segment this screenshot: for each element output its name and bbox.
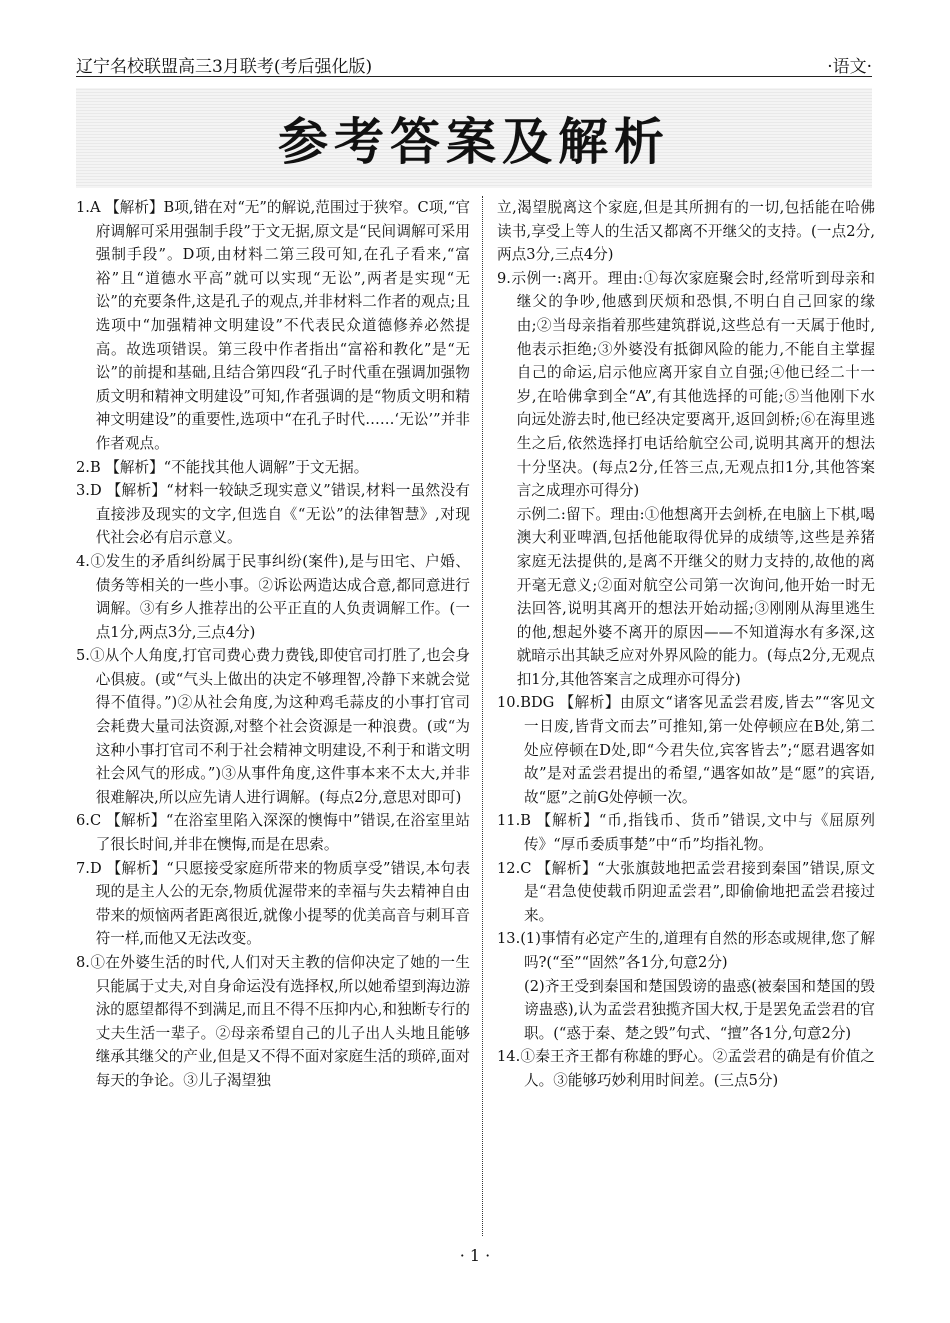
answer-item <box>76 857 470 951</box>
answer-text: 立,渴望脱离这个家庭,但是其所拥有的一切,包括能在哈佛读书,享受上等人的生活又都离不开继父的支持。(一点2分,两点3分,三点4分) <box>497 199 875 264</box>
subject-label: ·语文· <box>827 57 872 77</box>
answer-number: 5. <box>76 647 90 665</box>
answer-number: 14. <box>497 1048 521 1066</box>
title-banner <box>76 88 872 188</box>
answer-item <box>497 691 875 809</box>
answer-number: 1. <box>76 199 90 216</box>
answer-item <box>497 267 875 503</box>
exam-title: 辽宁名校联盟高三3月联考(考后强化版) <box>76 57 373 77</box>
answer-text: C 【解析】“在浴室里陷入深深的懊悔中”错误,在浴室里站了很长时间,并非在懊悔,而是在思索。 <box>89 812 470 854</box>
answer-number: 8. <box>76 954 90 971</box>
answer-text: B 【解析】“币,指钱币、货币”错误,文中与《屈原列传》“厚币委质事楚”中“币”均指礼物。 <box>520 812 875 854</box>
answer-text: ①从个人角度,打官司费心费力费钱,即使官司打胜了,也会身心俱疲。(或“气头上做出的决定不够理智,冷静下来就会觉得不值得。”)②从社会角度,为这种鸡毛蒜皮的小事打官司会耗费大量司法资源,对整个社会资源是一种浪费。(或“为这种小事打官司不利于社会精神文明建设,不利于和谐文明社会风气的形成。”)③从事件角度,这件事本来不太大,并非很难解决,所以应先请人进行调解。(每点2分,意思对即可) <box>89 647 470 806</box>
page-number: · 1 · <box>459 1246 491 1265</box>
page-title: 参考答案及解析 <box>278 113 670 171</box>
answer-text: D 【解析】“只愿接受家庭所带来的物质享受”错误,本句表现的是主人公的无奈,物质优渥带来的幸福与失去精神自由带来的烦恼两者距离很近,就像小提琴的优美高音与刺耳音符一样,而他又无法改变。 <box>89 859 470 948</box>
answer-text: (1)事情有必定产生的,道理有自然的形态或规律,您了解吗?(“至”“固然”各1分,句意2分) <box>520 930 875 971</box>
answer-text: A 【解析】B项,错在对“无”的解说,范围过于狭窄。C项,“官府调解可采用强制手段”于文无据,原文是“民间调解可采用强制手段”。D项,由材料二第三段可知,在孔子看来,“富裕”且“道德水平高”就可以实现“无讼”,两者是实现“无讼”的充要条件,这是孔子的观点,并非材料二作者的观点;且选项中“加强精神文明建设”不代表民众道德修养必然提高。故选项错误。第三段中作者指出“富裕和教化”是“无讼”的前提和基础,且结合第四段“孔子时代重在强调加强物质文明和精神文明建设”可知,作者强调的是“物质文明和精神文明建设”的重要性,选项中“在孔子时代……‘无讼’”并非作者观点。 <box>89 199 470 452</box>
answer-continuation <box>497 196 875 267</box>
answer-item <box>497 857 875 928</box>
answer-number: 3. <box>76 482 90 500</box>
answer-subitem <box>497 503 875 692</box>
answer-subitem <box>497 975 875 1046</box>
answer-item <box>76 550 470 644</box>
answer-number: 9. <box>497 269 511 287</box>
answer-text: 示例一:离开。理由:①每次家庭聚会时,经常听到母亲和继父的争吵,他感到厌烦和恐惧,不明白自己回家的缘由;②当母亲指着那些建筑群说,这些总有一天属于他时,他表示拒绝;③外婆没有抵御风险的能力,不能自主掌握自己的命运,启示他应离开家自立自强;④他已经二十一岁,在哈佛拿到全“A”,有其他选择的可能;⑤当他刚下水向远处游去时,他已经决定要离开,返回剑桥;⑥在海里逃生之后,依然选择打电话给航空公司,说明其离开的想法十分坚决。(每点2分,任答三点,无观点扣1分,其他答案言之成理亦可得分) <box>510 269 875 500</box>
answer-text: BDG 【解析】由原文“诸客见孟尝君废,皆去”“客见文一日废,皆背文而去”可推知,第一处停顿应在B处,第二处应停顿在D处,即“今君失位,宾客皆去”;“愿君遇客如故”是对孟尝君提出的希望,“遇客如故”是“愿”的宾语,故“愿”之前G处停顿一次。 <box>520 694 875 806</box>
answer-text: 示例二:留下。理由:①他想离开去剑桥,在电脑上下棋,喝澳大利亚啤酒,包括他能取得优异的成绩等,这些是养猪家庭无法提供的,是离不开继父的财力支持的,故他的离开毫无意义;②面对航空公司第一次询问,他开始一时无法回答,说明其离开的想法开始动摇;③刚刚从海里逃生的他,想起外婆不离开的原因——不知道海水有多深,这就暗示出其缺乏应对外界风险的能力。(每点2分,无观点扣1分,其他答案言之成理亦可得分) <box>516 505 875 688</box>
answer-item <box>76 809 470 856</box>
answer-text: (2)齐王受到秦国和楚国毁谤的蛊惑(被秦国和楚国的毁谤蛊惑),认为孟尝君独揽齐国大权,于是罢免孟尝君的官职。(“惑于秦、楚之毁”句式、“擅”各1分,句意2分) <box>524 977 875 1042</box>
column-divider <box>482 196 483 1236</box>
answer-item <box>497 1045 875 1092</box>
answer-item <box>76 456 470 480</box>
page-header <box>76 50 872 77</box>
answer-number: 13. <box>497 930 521 948</box>
answer-number: 6. <box>76 812 90 830</box>
answer-item <box>76 196 470 456</box>
answer-text: ①发生的矛盾纠纷属于民事纠纷(案件),是与田宅、户婚、债务等相关的一些小事。②诉讼两造达成合意,都同意进行调解。③有乡人推荐出的公平正直的人负责调解工作。(一点1分,两点3分,三点4分) <box>89 552 470 641</box>
answer-item <box>76 644 470 809</box>
answer-number: 4. <box>76 552 90 570</box>
answer-item <box>497 809 875 856</box>
answer-number: 12. <box>497 859 521 877</box>
answer-text: B 【解析】“不能找其他人调解”于文无据。 <box>89 458 369 476</box>
answer-number: 11. <box>497 812 521 830</box>
right-column <box>497 196 875 1093</box>
answer-text: C 【解析】“大张旗鼓地把孟尝君接到秦国”错误,原文是“君急使使载币阴迎孟尝君”,即偷偷地把孟尝君接过来。 <box>520 859 875 924</box>
answer-number: 10. <box>497 694 521 712</box>
answer-item <box>76 951 470 1093</box>
answer-item <box>76 479 470 550</box>
answer-text: D 【解析】“材料一较缺乏现实意义”错误,材料一虽然没有直接涉及现实的文字,但选自《“无讼”的法律智慧》,对现代社会必有启示意义。 <box>89 482 470 547</box>
answer-text: ①秦王齐王都有称雄的野心。②孟尝君的确是有价值之人。③能够巧妙利用时间差。(三点5分) <box>520 1048 875 1089</box>
answer-number: 7. <box>76 859 90 877</box>
answer-text: ①在外婆生活的时代,人们对天主教的信仰决定了她的一生只能属于丈夫,对自身命运没有选择权,所以她希望到海边游泳的愿望都得不到满足,而且不得不压抑内心,和独断专行的丈夫生活一辈子。②母亲希望自己的儿子出人头地且能够继承其继父的产业,但是又不得不面对家庭生活的琐碎,面对每天的争论。③儿子渴望独 <box>89 954 470 1089</box>
left-column <box>76 196 470 1093</box>
answer-item <box>497 927 875 974</box>
answer-number: 2. <box>76 458 90 476</box>
